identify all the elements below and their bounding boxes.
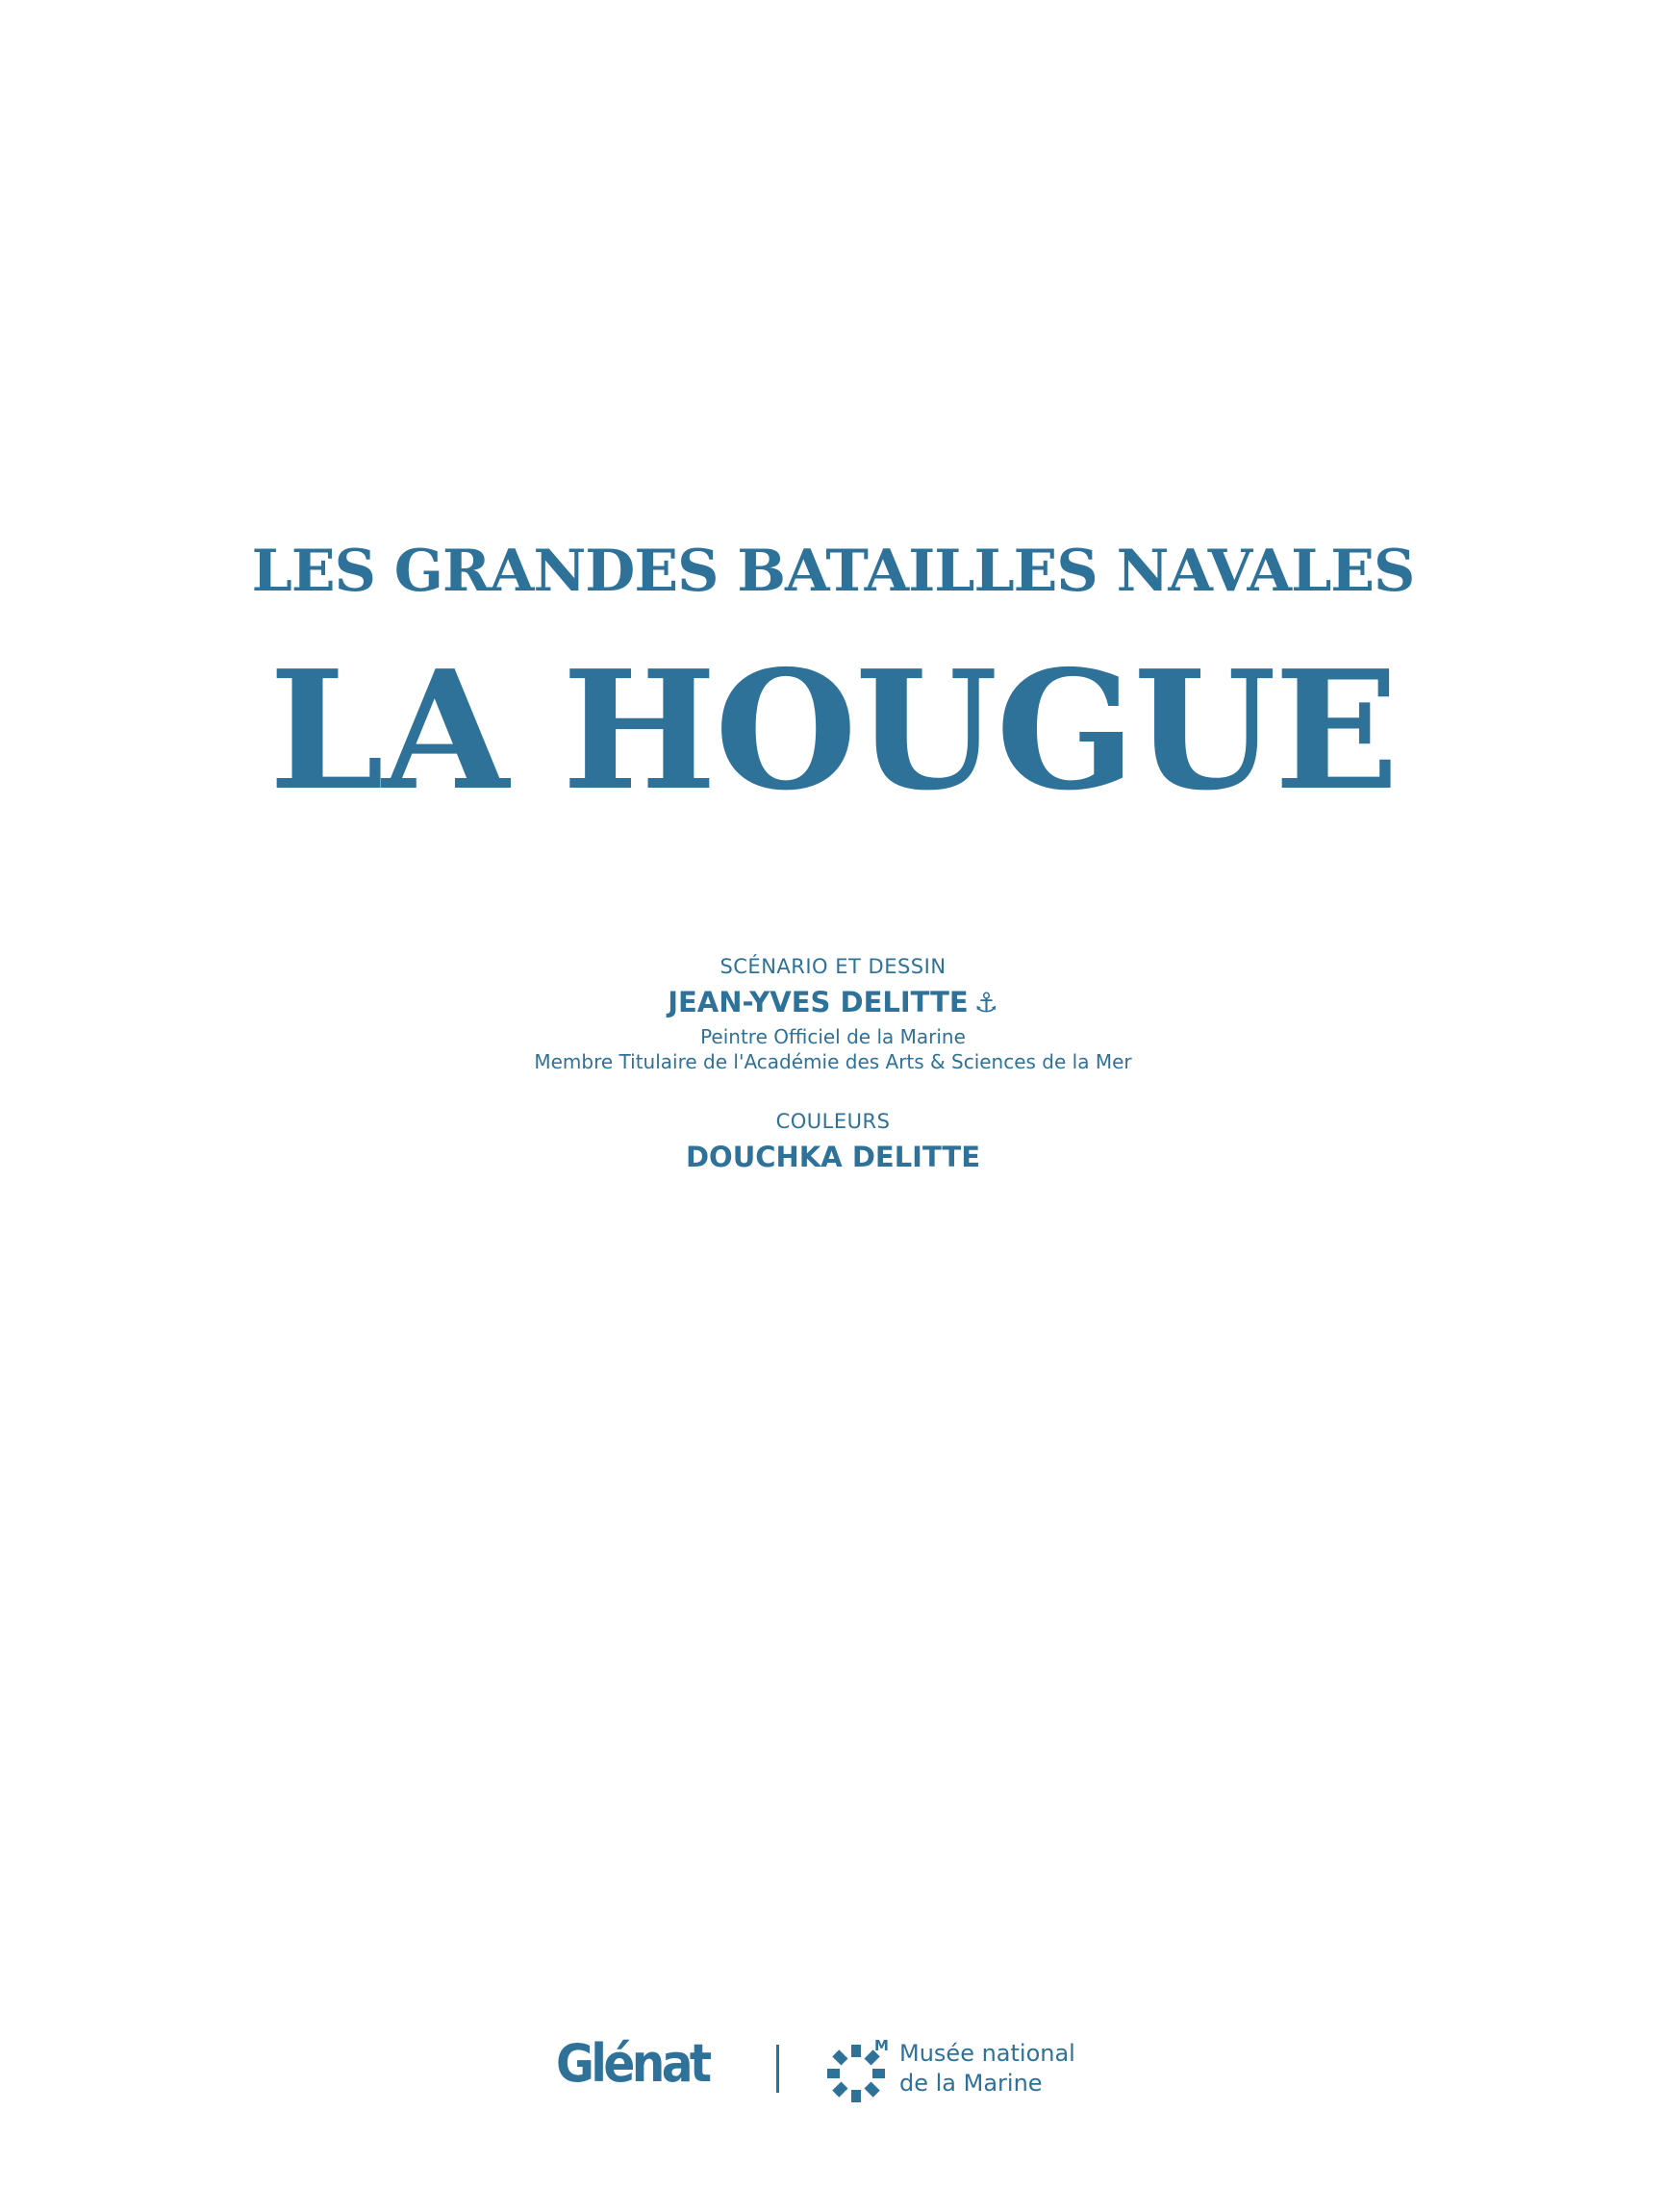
footer-divider <box>776 2045 779 2093</box>
series-title: LES GRANDES BATAILLES NAVALES <box>251 538 1415 605</box>
author-title-2: Membre Titulaire de l'Académie des Arts & Sciences de la Mer <box>534 1050 1132 1073</box>
musee-line-2: de la Marine <box>899 2070 1043 2097</box>
musee-line-1: Musée national <box>899 2040 1075 2067</box>
glenat-logo: Glénat <box>556 2033 709 2094</box>
role-label-script-art: SCÉNARIO ET DESSIN <box>719 955 947 978</box>
musee-logo-letter: M <box>874 2037 889 2054</box>
role-label-colors: COULEURS <box>775 1110 891 1133</box>
anchor-icon: ⚓ <box>973 987 998 1018</box>
colorist-name: DOUCHKA DELITTE <box>685 1141 981 1173</box>
musee-marine-wordmark <box>899 2039 1075 2099</box>
credits-block <box>0 952 1666 1178</box>
book-title: LA HOUGUE <box>268 635 1398 827</box>
author-name-text: JEAN-YVES DELITTE <box>668 986 969 1018</box>
author-title-1: Peintre Officiel de la Marine <box>700 1025 966 1048</box>
author-name <box>0 981 1666 1024</box>
musee-marine-logo-icon <box>824 2035 892 2102</box>
publisher-footer <box>0 2031 1666 2108</box>
